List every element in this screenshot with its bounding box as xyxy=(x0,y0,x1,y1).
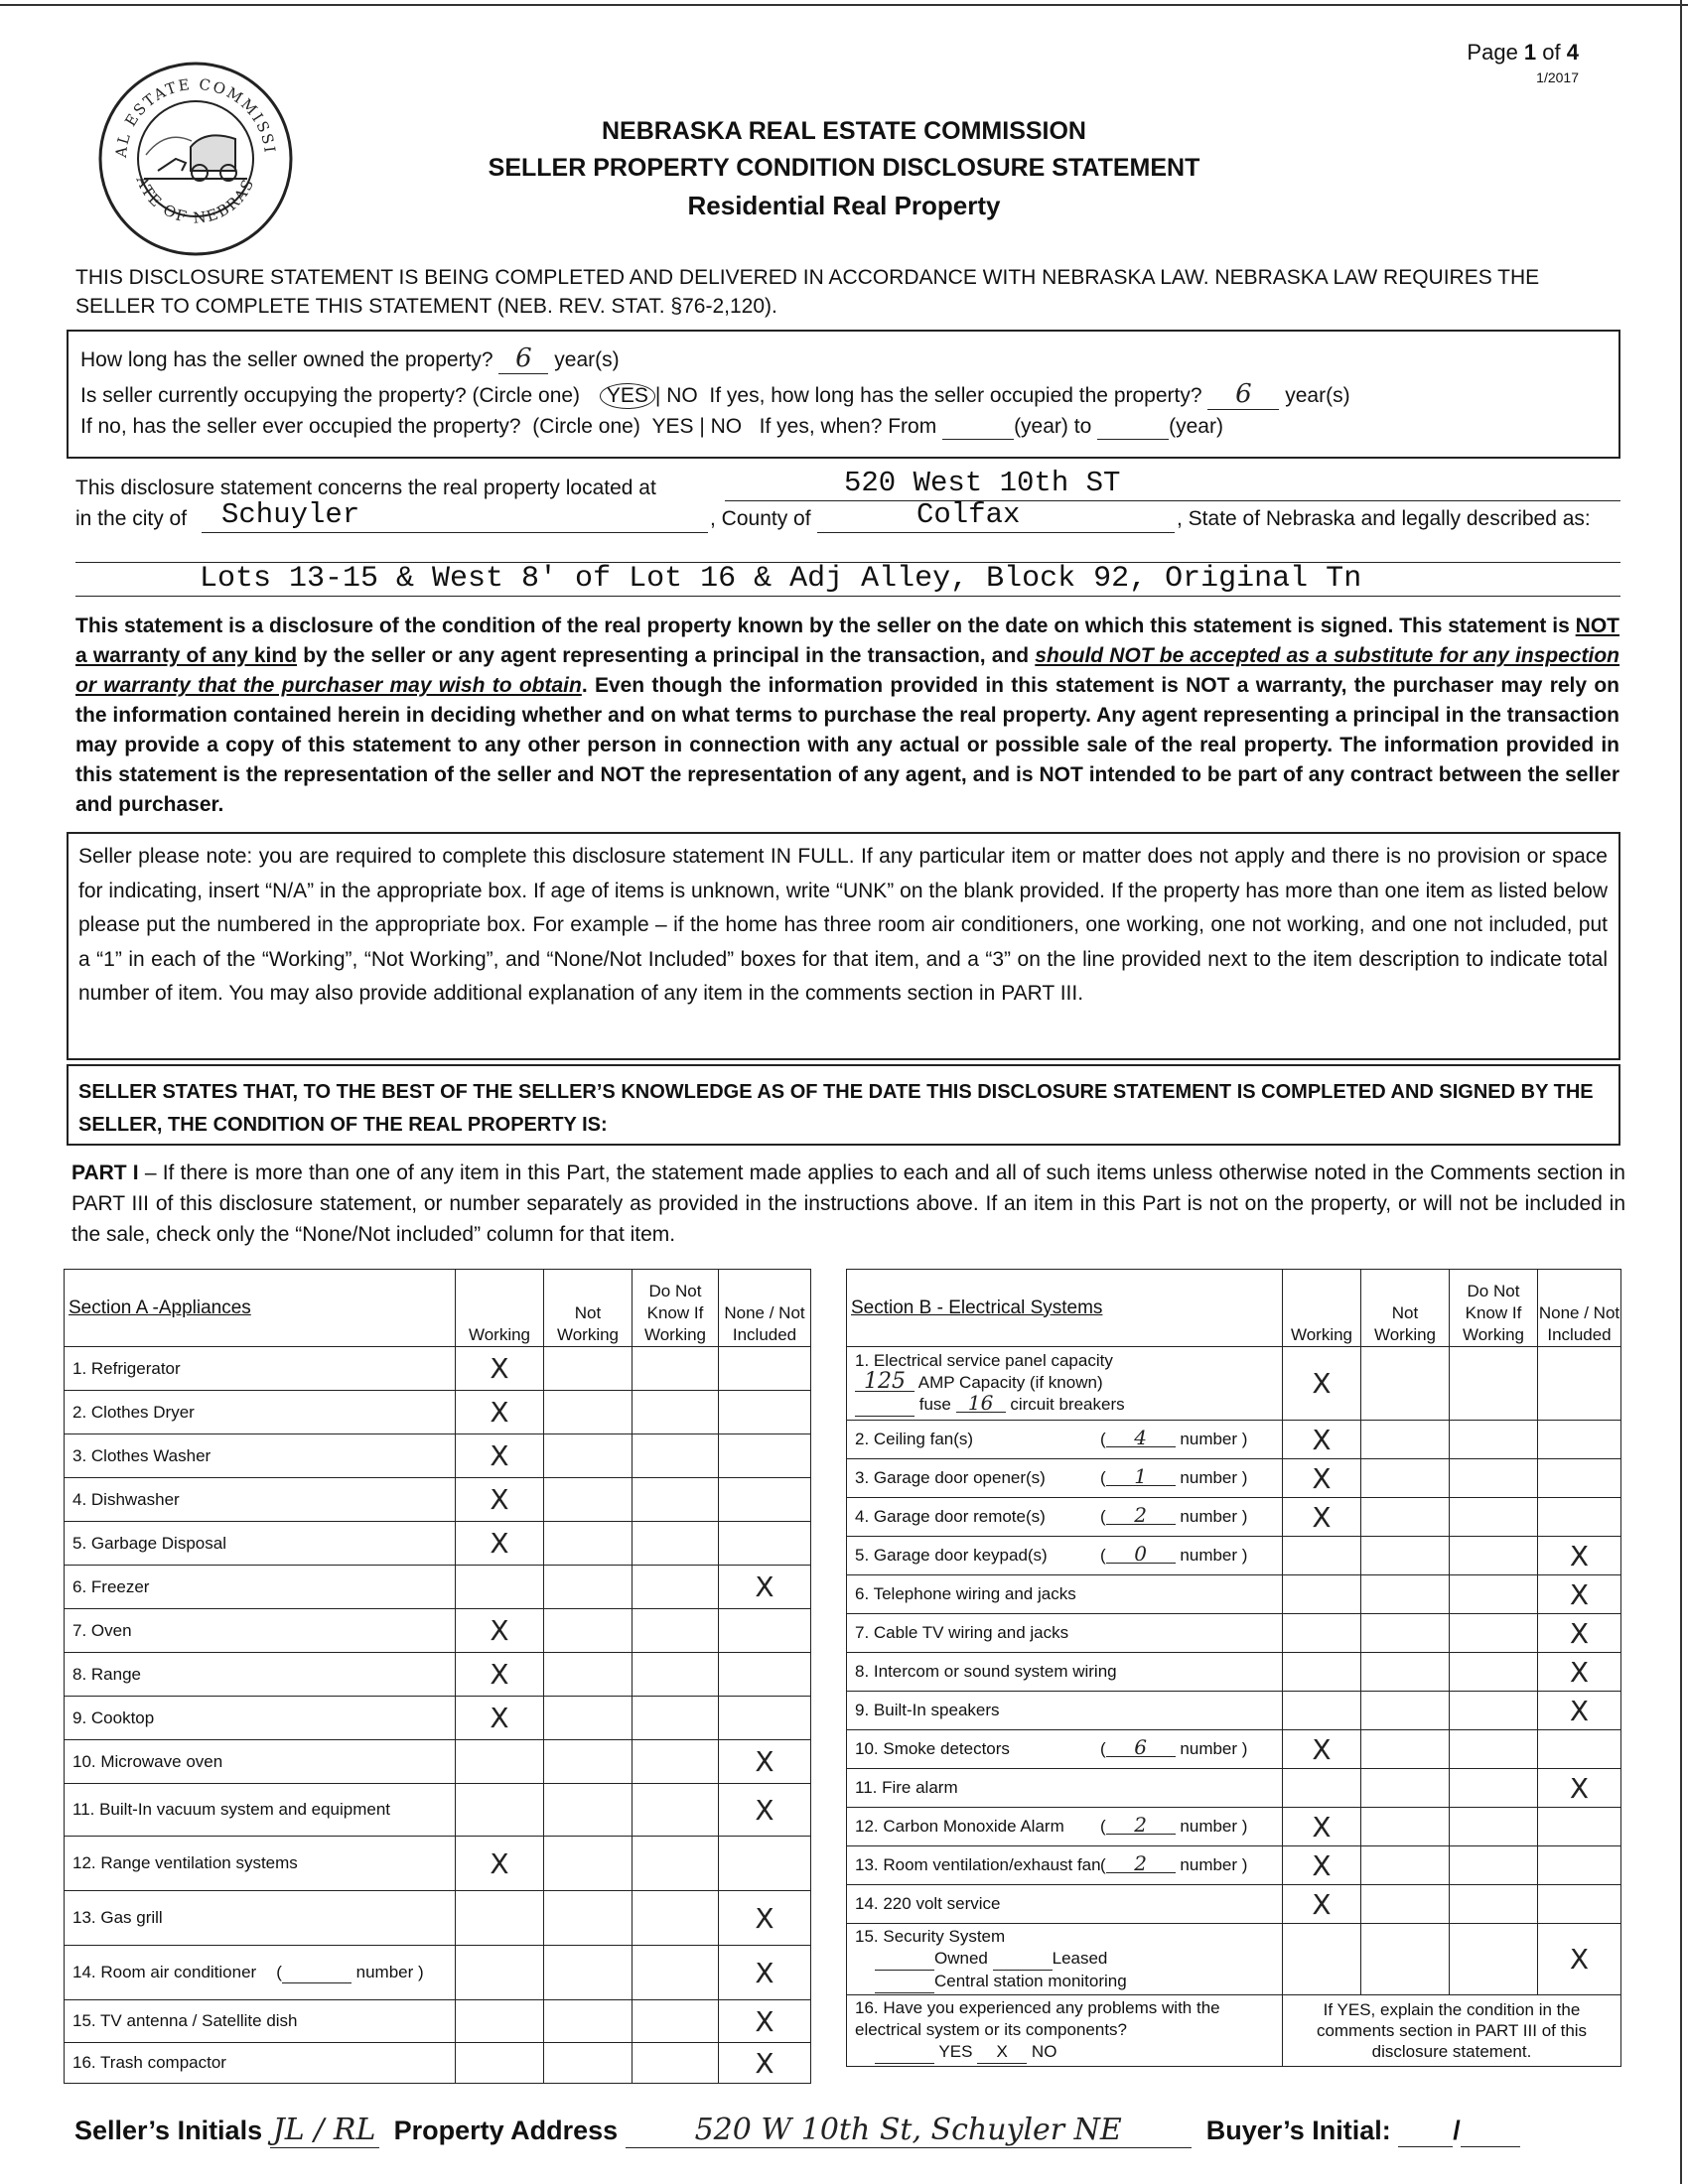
do-not-know-cell[interactable] xyxy=(633,1891,719,1946)
electrical-item-label: 9. Built-In speakers xyxy=(847,1692,1283,1730)
appliance-label: 1. Refrigerator xyxy=(65,1347,456,1391)
county-label: , County of xyxy=(710,507,811,530)
appliance-label: 8. Range xyxy=(65,1653,456,1697)
do-not-know-cell[interactable] xyxy=(633,1653,719,1697)
table-row xyxy=(847,1885,1621,1924)
item-count-field[interactable]: 6 xyxy=(1106,1738,1176,1757)
city-field[interactable] xyxy=(202,498,708,533)
buyer-initials-field-1[interactable] xyxy=(1398,2116,1453,2147)
table-row xyxy=(65,1697,811,1740)
appliance-label: 10. Microwave oven xyxy=(65,1740,456,1784)
to-year-field[interactable] xyxy=(1097,415,1169,440)
owned-field[interactable] xyxy=(875,1948,934,1971)
working-cell[interactable]: X xyxy=(1283,1498,1361,1537)
leased-field[interactable] xyxy=(993,1948,1053,1971)
table-row xyxy=(65,1891,811,1946)
none-cell[interactable]: X xyxy=(719,1891,811,1946)
table-row xyxy=(847,1995,1621,2067)
appliance-label: 14. Room air conditioner ( number ) xyxy=(65,1946,456,2000)
working-cell[interactable]: X xyxy=(456,1391,544,1434)
not-working-cell[interactable] xyxy=(1361,1730,1450,1769)
do-not-know-cell[interactable] xyxy=(1450,1846,1538,1885)
none-cell[interactable] xyxy=(719,1478,811,1522)
not-working-cell[interactable] xyxy=(1361,1885,1450,1924)
table-row xyxy=(65,2043,811,2084)
working-cell[interactable]: X xyxy=(456,1697,544,1740)
page-right-border xyxy=(1680,0,1682,2184)
do-not-know-cell[interactable] xyxy=(1450,1459,1538,1498)
not-working-cell[interactable] xyxy=(1361,1692,1450,1730)
footer-property-address-field[interactable]: 520 W 10th St, Schuyler NE xyxy=(626,2113,1192,2148)
section-a-table xyxy=(64,1269,811,2084)
working-cell[interactable] xyxy=(1283,1692,1361,1730)
appliance-label: 9. Cooktop xyxy=(65,1697,456,1740)
address-field[interactable] xyxy=(725,467,1620,501)
do-not-know-cell[interactable] xyxy=(633,1347,719,1391)
panel-do-not-know-cell[interactable] xyxy=(1450,1347,1538,1421)
working-cell[interactable]: X xyxy=(456,1347,544,1391)
table-row xyxy=(65,1522,811,1566)
not-working-cell[interactable] xyxy=(544,2043,633,2084)
appliance-label: 7. Oven xyxy=(65,1609,456,1653)
not-working-cell[interactable] xyxy=(1361,1537,1450,1575)
none-cell[interactable]: X xyxy=(1538,1537,1621,1575)
none-cell[interactable] xyxy=(719,1697,811,1740)
from-year-field[interactable] xyxy=(942,415,1014,440)
security-do-not-know-cell[interactable] xyxy=(1450,1924,1538,1995)
not-working-cell[interactable] xyxy=(1361,1614,1450,1653)
central-monitoring-field[interactable] xyxy=(875,1971,934,1993)
working-cell[interactable] xyxy=(456,1891,544,1946)
electrical-item-label: 7. Cable TV wiring and jacks xyxy=(847,1614,1283,1653)
not-working-cell[interactable] xyxy=(544,1347,633,1391)
security-none-cell[interactable]: X xyxy=(1538,1924,1621,1995)
item-count-field[interactable]: 2 xyxy=(1106,1816,1176,1835)
working-cell[interactable]: X xyxy=(1283,1808,1361,1846)
do-not-know-cell[interactable] xyxy=(1450,1730,1538,1769)
located-label: This disclosure statement concerns the real property located at xyxy=(75,477,656,499)
working-cell[interactable]: X xyxy=(1283,1459,1361,1498)
appliance-label: 15. TV antenna / Satellite dish xyxy=(65,2000,456,2043)
security-working-cell[interactable] xyxy=(1283,1924,1361,1995)
panel-working-cell[interactable]: X xyxy=(1283,1347,1361,1421)
do-not-know-cell[interactable] xyxy=(1450,1421,1538,1459)
table-row xyxy=(847,1614,1621,1653)
ever-occupied-options[interactable]: YES | NO xyxy=(651,415,743,438)
table-row xyxy=(65,1946,811,2000)
none-cell[interactable] xyxy=(1538,1459,1621,1498)
amp-field[interactable]: 125 xyxy=(855,1373,914,1392)
county-value: Colfax xyxy=(916,498,1021,531)
page-number: Page 1 of 4 xyxy=(1467,40,1579,65)
none-cell[interactable] xyxy=(1538,1730,1621,1769)
not-working-cell[interactable] xyxy=(1361,1421,1450,1459)
do-not-know-cell[interactable] xyxy=(1450,1653,1538,1692)
col-not-working: Not Working xyxy=(544,1270,633,1347)
disclaimer-paragraph: This statement is a disclosure of the condition of the real property known by the seller on the date on which this statement is signed. This statement is NOT a warranty of any kind by the seller or any agent representing a principal in the transaction, and should NOT be accepted as a substitute for any inspection or warranty that the purchaser may wish to obtain. Even though the information provided in this statement is NOT a warranty, the purchaser may rely on the information contained herein in deciding whether and on what terms to purchase the real property. Any agent representing a principal in the transaction may provide a copy of this statement to any other person in connection with any actual or possible sale of the real property. The information provided in this statement is the representation of the seller and NOT the representation of any agent, and is NOT intended to be part of any contract between the seller and purchaser. xyxy=(75,614,1620,816)
electrical-item-label: 12. Carbon Monoxide Alarm ( 2 number ) xyxy=(847,1808,1283,1846)
none-cell[interactable]: X xyxy=(1538,1769,1621,1808)
city-value: Schuyler xyxy=(221,498,360,531)
electrical-problems-question: 16. Have you experienced any problems with the electrical system or its components? YES X NO xyxy=(847,1995,1283,2067)
appliance-label: 12. Range ventilation systems xyxy=(65,1837,456,1891)
appliance-label: 6. Freezer xyxy=(65,1566,456,1609)
no-option[interactable]: NO xyxy=(666,384,698,407)
working-cell[interactable] xyxy=(1283,1575,1361,1614)
do-not-know-cell[interactable] xyxy=(1450,1769,1538,1808)
appliance-label: 3. Clothes Washer xyxy=(65,1434,456,1478)
form-title: SELLER PROPERTY CONDITION DISCLOSURE STATEMENT xyxy=(488,154,1200,182)
owned-years-field[interactable]: 6 xyxy=(498,343,548,374)
problems-no-field[interactable]: X xyxy=(977,2041,1027,2064)
not-working-cell[interactable] xyxy=(544,1697,633,1740)
electrical-item-label: 13. Room ventilation/exhaust fan ( 2 number ) xyxy=(847,1846,1283,1885)
table-row xyxy=(847,1459,1621,1498)
working-cell[interactable]: X xyxy=(456,1609,544,1653)
appliance-label: 16. Trash compactor xyxy=(65,2043,456,2084)
electrical-item-label: 3. Garage door opener(s) ( 1 number ) xyxy=(847,1459,1283,1498)
seller-states-box xyxy=(67,1064,1620,1146)
page-top-border xyxy=(0,4,1688,6)
not-working-cell[interactable] xyxy=(544,1609,633,1653)
table-row xyxy=(65,1609,811,1653)
working-cell[interactable]: X xyxy=(456,1434,544,1478)
ever-occupied-question: If no, has the seller ever occupied the property? (Circle one) YES | NO If yes, when? From (year) to (year) xyxy=(80,415,1223,438)
col-not-working: Not Working xyxy=(1361,1270,1450,1347)
ownership-box xyxy=(67,330,1620,459)
working-cell[interactable]: X xyxy=(1283,1846,1361,1885)
table-row xyxy=(847,1846,1621,1885)
buyer-initials-field-2[interactable] xyxy=(1461,2116,1520,2147)
col-do-not-know: Do Not Know If Working xyxy=(633,1270,719,1347)
not-working-cell[interactable] xyxy=(544,1837,633,1891)
appliance-label: 5. Garbage Disposal xyxy=(65,1522,456,1566)
do-not-know-cell[interactable] xyxy=(633,1837,719,1891)
property-address-label: Property Address xyxy=(393,2116,619,2145)
breakers-field[interactable]: 16 xyxy=(956,1394,1006,1413)
svg-text:STATE OF NEBRASKA: ATE OF NEBRAS xyxy=(132,173,258,227)
working-cell[interactable] xyxy=(456,1946,544,2000)
do-not-know-cell[interactable] xyxy=(633,1697,719,1740)
do-not-know-cell[interactable] xyxy=(633,1609,719,1653)
seller-note-box xyxy=(67,832,1620,1060)
none-cell[interactable]: X xyxy=(719,2000,811,2043)
section-b-title: Section B - Electrical Systems xyxy=(847,1270,1283,1347)
table-row xyxy=(847,1421,1621,1459)
electrical-item-label: 11. Fire alarm xyxy=(847,1769,1283,1808)
occupying-question: Is seller currently occupying the property? (Circle one) YES | NO If yes, how long has the seller occupied the property? 6 year(s) xyxy=(80,379,1350,409)
none-cell[interactable]: X xyxy=(1538,1653,1621,1692)
none-cell[interactable]: X xyxy=(719,1740,811,1784)
do-not-know-cell[interactable] xyxy=(1450,1808,1538,1846)
not-working-cell[interactable] xyxy=(544,1740,633,1784)
table-row xyxy=(847,1347,1621,1421)
working-cell[interactable]: X xyxy=(1283,1421,1361,1459)
item-count-field[interactable]: 4 xyxy=(1106,1429,1176,1447)
section-b-table xyxy=(846,1269,1621,2067)
ac-number-field[interactable] xyxy=(282,1963,352,1983)
panel-capacity-label: 1. Electrical service panel capacity 125 AMP Capacity (if known) fuse 16 circuit breakers xyxy=(847,1347,1283,1421)
do-not-know-cell[interactable] xyxy=(633,2000,719,2043)
col-do-not-know: Do Not Know If Working xyxy=(1450,1270,1538,1347)
table-row xyxy=(847,1924,1621,1995)
do-not-know-cell[interactable] xyxy=(633,1740,719,1784)
none-cell[interactable] xyxy=(1538,1421,1621,1459)
working-cell[interactable] xyxy=(456,2043,544,2084)
county-field[interactable] xyxy=(817,498,1175,533)
electrical-item-label: 8. Intercom or sound system wiring xyxy=(847,1653,1283,1692)
do-not-know-cell[interactable] xyxy=(633,1522,719,1566)
legal-description-field[interactable] xyxy=(75,564,1620,597)
table-row xyxy=(847,1692,1621,1730)
appliance-label: 4. Dishwasher xyxy=(65,1478,456,1522)
not-working-cell[interactable] xyxy=(544,1434,633,1478)
table-row xyxy=(847,1808,1621,1846)
footer-initials-row: Seller’s Initials JL / RL Property Address 520 W 10th St, Schuyler NE Buyer’s Initial: / xyxy=(74,2113,1520,2148)
form-revision-date: 1/2017 xyxy=(1536,69,1579,85)
table-row xyxy=(847,1769,1621,1808)
not-working-cell[interactable] xyxy=(544,1653,633,1697)
col-none-not-included: None / Not Included xyxy=(1538,1270,1621,1347)
do-not-know-cell[interactable] xyxy=(1450,1537,1538,1575)
table-row xyxy=(65,1391,811,1434)
table-row xyxy=(65,1478,811,1522)
do-not-know-cell[interactable] xyxy=(1450,1692,1538,1730)
section-a-header-row xyxy=(65,1270,811,1347)
city-label: in the city of xyxy=(75,507,188,530)
none-cell[interactable] xyxy=(1538,1885,1621,1924)
electrical-item-label: 2. Ceiling fan(s) ( 4 number ) xyxy=(847,1421,1283,1459)
do-not-know-cell[interactable] xyxy=(633,1434,719,1478)
working-cell[interactable] xyxy=(1283,1614,1361,1653)
not-working-cell[interactable] xyxy=(544,1478,633,1522)
table-row xyxy=(847,1575,1621,1614)
table-row xyxy=(65,1653,811,1697)
item-count-field[interactable]: 2 xyxy=(1106,1854,1176,1873)
electrical-item-label: 6. Telephone wiring and jacks xyxy=(847,1575,1283,1614)
security-system-label: 15. Security System Owned Leased Central station monitoring xyxy=(847,1924,1283,1995)
seller-states-text: SELLER STATES THAT, TO THE BEST OF THE SELLER’S KNOWLEDGE AS OF THE DATE THIS DISCLOSURE STATEMENT IS COMPLETED AND SIGNED BY THE SELLER, THE CONDITION OF THE REAL PROPERTY IS: xyxy=(78,1081,1594,1136)
working-cell[interactable]: X xyxy=(1283,1730,1361,1769)
security-not-working-cell[interactable] xyxy=(1361,1924,1450,1995)
agency-title: NEBRASKA REAL ESTATE COMMISSION xyxy=(602,117,1086,145)
table-row xyxy=(847,1537,1621,1575)
table-row xyxy=(65,1434,811,1478)
occupied-years-field[interactable]: 6 xyxy=(1207,379,1279,410)
none-cell[interactable]: X xyxy=(719,1946,811,2000)
none-cell[interactable] xyxy=(719,1347,811,1391)
none-cell[interactable]: X xyxy=(1538,1692,1621,1730)
not-working-cell[interactable] xyxy=(1361,1575,1450,1614)
not-working-cell[interactable] xyxy=(544,2000,633,2043)
table-row xyxy=(847,1498,1621,1537)
state-label: , State of Nebraska and legally described as: xyxy=(1177,507,1591,530)
working-cell[interactable]: X xyxy=(1283,1885,1361,1924)
col-working: Working xyxy=(1283,1270,1361,1347)
col-working: Working xyxy=(456,1270,544,1347)
owned-question: How long has the seller owned the property? 6 year(s) xyxy=(80,343,620,373)
electrical-item-label: 10. Smoke detectors ( 6 number ) xyxy=(847,1730,1283,1769)
intro-statement: THIS DISCLOSURE STATEMENT IS BEING COMPLETED AND DELIVERED IN ACCORDANCE WITH NEBRASKA LAW. NEBRASKA LAW REQUIRES THE SELLER TO COMPLETE THIS STATEMENT (NEB. REV. STAT. §76-2,120). xyxy=(75,266,1540,318)
legal-desc-line-top xyxy=(75,534,1620,563)
none-cell[interactable] xyxy=(1538,1808,1621,1846)
not-working-cell[interactable] xyxy=(544,1946,633,2000)
seller-initials-field[interactable]: JL / RL xyxy=(270,2113,379,2148)
not-working-cell[interactable] xyxy=(1361,1846,1450,1885)
item-count-field[interactable]: 1 xyxy=(1106,1467,1176,1486)
panel-not-working-cell[interactable] xyxy=(1361,1347,1450,1421)
do-not-know-cell[interactable] xyxy=(1450,1614,1538,1653)
not-working-cell[interactable] xyxy=(544,1522,633,1566)
appliance-label: 13. Gas grill xyxy=(65,1891,456,1946)
part1-instructions: PART I – If there is more than one of any item in this Part, the statement made applies to each and all of such items unless otherwise noted in the Comments section in PART III of this disclosure statement, or number separately as provided in the instructions above. If an item in this Part is not on the property, or will not be included in the sale, check only the “None/Not included” column for that item. xyxy=(71,1161,1625,1246)
not-working-cell[interactable] xyxy=(1361,1808,1450,1846)
svg-text:REAL ESTATE COMMISSION: AL ESTATE COMMISSI xyxy=(111,74,279,159)
working-cell[interactable] xyxy=(456,1566,544,1609)
working-cell[interactable] xyxy=(456,1784,544,1837)
problems-yes-field[interactable] xyxy=(875,2041,934,2064)
none-cell[interactable]: X xyxy=(1538,1614,1621,1653)
legal-description-value: Lots 13-15 & West 8' of Lot 16 & Adj Alley, Block 92, Original Tn xyxy=(200,562,1362,596)
do-not-know-cell[interactable] xyxy=(633,1566,719,1609)
none-cell[interactable] xyxy=(719,1837,811,1891)
electrical-item-label: 4. Garage door remote(s) ( 2 number ) xyxy=(847,1498,1283,1537)
table-row xyxy=(65,1784,811,1837)
table-row xyxy=(65,2000,811,2043)
address-value: 520 West 10th ST xyxy=(844,467,1121,499)
electrical-item-label: 5. Garage door keypad(s) ( 0 number ) xyxy=(847,1537,1283,1575)
do-not-know-cell[interactable] xyxy=(633,2043,719,2084)
appliance-label: 2. Clothes Dryer xyxy=(65,1391,456,1434)
table-row xyxy=(65,1566,811,1609)
do-not-know-cell[interactable] xyxy=(633,1391,719,1434)
none-cell[interactable] xyxy=(1538,1498,1621,1537)
working-cell[interactable] xyxy=(456,2000,544,2043)
do-not-know-cell[interactable] xyxy=(1450,1885,1538,1924)
none-cell[interactable] xyxy=(719,1391,811,1434)
appliance-label: 11. Built-In vacuum system and equipment xyxy=(65,1784,456,1837)
none-cell[interactable]: X xyxy=(719,2043,811,2084)
none-cell[interactable] xyxy=(719,1653,811,1697)
electrical-item-label: 14. 220 volt service xyxy=(847,1885,1283,1924)
not-working-cell[interactable] xyxy=(1361,1498,1450,1537)
working-cell[interactable]: X xyxy=(456,1478,544,1522)
working-cell[interactable] xyxy=(1283,1537,1361,1575)
item-count-field[interactable]: 2 xyxy=(1106,1506,1176,1525)
none-cell[interactable]: X xyxy=(1538,1575,1621,1614)
working-cell[interactable]: X xyxy=(456,1837,544,1891)
not-working-cell[interactable] xyxy=(544,1566,633,1609)
none-cell[interactable]: X xyxy=(719,1566,811,1609)
seller-note-text: Seller please note: you are required to complete this disclosure statement IN FULL. If any particular item or matter does not apply and there is no provision or space for indicating, insert “N/A” in the appropriate box. If age of items is unknown, write “UNK” on the blank provided. If the property has more than one item as listed below please put the numbered in the appropriate box. For example – if the home has three room air conditioners, one working, one not working, and one not included, put a “1” in each of the “Working”, “Not Working”, and “None/Not Included” boxes for that item, and a “3” on the line provided next to the item description to indicate total number of item. You may also provide additional explanation of any item in the comments section in PART III. xyxy=(78,845,1608,1005)
none-cell[interactable]: X xyxy=(719,1784,811,1837)
working-cell[interactable] xyxy=(1283,1769,1361,1808)
problems-note: If YES, explain the condition in the comments section in PART III of this disclosure statement. xyxy=(1283,1995,1621,2067)
panel-none-cell[interactable] xyxy=(1538,1347,1621,1421)
none-cell[interactable] xyxy=(719,1434,811,1478)
do-not-know-cell[interactable] xyxy=(1450,1498,1538,1537)
table-row xyxy=(65,1837,811,1891)
do-not-know-cell[interactable] xyxy=(1450,1575,1538,1614)
do-not-know-cell[interactable] xyxy=(633,1946,719,2000)
working-cell[interactable] xyxy=(456,1740,544,1784)
not-working-cell[interactable] xyxy=(1361,1769,1450,1808)
working-cell[interactable]: X xyxy=(456,1653,544,1697)
not-working-cell[interactable] xyxy=(544,1784,633,1837)
none-cell[interactable] xyxy=(1538,1846,1621,1885)
working-cell[interactable]: X xyxy=(456,1522,544,1566)
table-row xyxy=(847,1653,1621,1692)
fuse-field[interactable] xyxy=(855,1394,914,1417)
not-working-cell[interactable] xyxy=(544,1391,633,1434)
seller-initials-label: Seller’s Initials xyxy=(74,2116,263,2145)
form-subtitle: Residential Real Property xyxy=(687,191,1001,220)
not-working-cell[interactable] xyxy=(544,1891,633,1946)
do-not-know-cell[interactable] xyxy=(633,1784,719,1837)
col-none-not-included: None / Not Included xyxy=(719,1270,811,1347)
not-working-cell[interactable] xyxy=(1361,1653,1450,1692)
yes-circled[interactable]: YES xyxy=(600,383,655,409)
do-not-know-cell[interactable] xyxy=(633,1478,719,1522)
none-cell[interactable] xyxy=(719,1609,811,1653)
buyer-initials-label: Buyer’s Initial: xyxy=(1205,2116,1391,2145)
section-a-title: Section A -Appliances xyxy=(65,1270,456,1347)
table-row xyxy=(847,1730,1621,1769)
item-count-field[interactable]: 0 xyxy=(1106,1545,1176,1564)
table-row xyxy=(65,1347,811,1391)
none-cell[interactable] xyxy=(719,1522,811,1566)
working-cell[interactable] xyxy=(1283,1653,1361,1692)
section-b-header-row xyxy=(847,1270,1621,1347)
table-row xyxy=(65,1740,811,1784)
not-working-cell[interactable] xyxy=(1361,1459,1450,1498)
